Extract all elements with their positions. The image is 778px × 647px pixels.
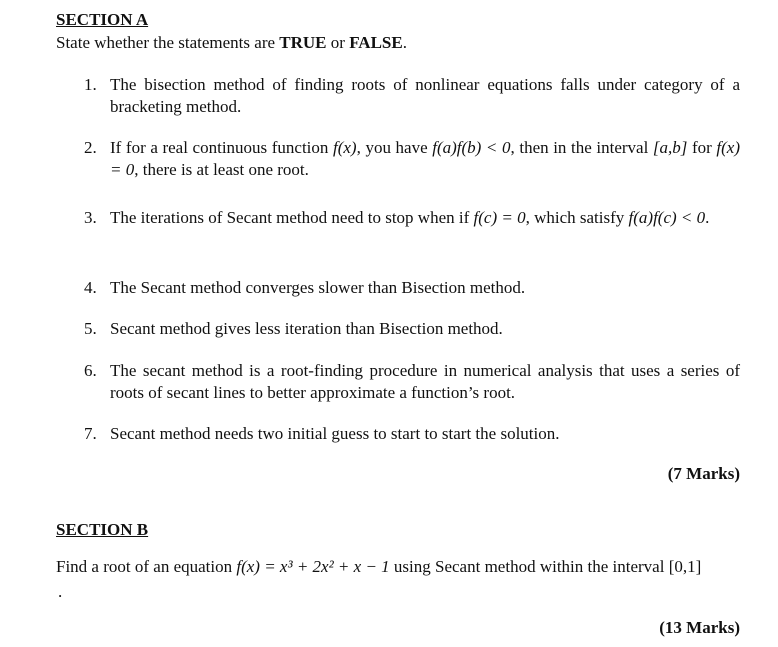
text-segment: or [326, 33, 350, 52]
text-segment: The Secant method converges slower than Bisection method. [110, 278, 526, 297]
section-b-marks: (13 Marks) [659, 618, 740, 637]
text-segment: [0,1] [668, 557, 702, 576]
question-number: 7. [84, 424, 97, 443]
section-b-heading: SECTION B [56, 520, 149, 539]
text-segment: The secant method is a root-finding procedure in numerical analysis that uses a series of roots of secant lines to better approximate a function’s root. [110, 361, 740, 402]
section-a-instruction [56, 33, 407, 53]
question-number: 5. [84, 319, 97, 338]
text-segment: Secant method gives less iteration than Bisection method. [110, 319, 503, 338]
question-text [110, 137, 740, 181]
emphasis-text: FALSE [349, 33, 403, 52]
section-b-question [56, 557, 701, 577]
question-number: 1. [84, 75, 97, 94]
question-number: 4. [84, 278, 97, 297]
text-segment: Find a root of an equation [56, 557, 237, 576]
section-b-trailing-dot: . [58, 582, 63, 601]
text-segment: , which satisfy [525, 208, 629, 227]
question-item [84, 423, 740, 445]
emphasis-text: TRUE [279, 33, 327, 52]
question-text [110, 423, 740, 445]
question-item [84, 74, 740, 118]
question-number: 2. [84, 138, 97, 157]
question-item [84, 137, 740, 181]
section-a-marks: (7 Marks) [667, 464, 740, 483]
text-segment: The bisection method of finding roots of nonlinear equations falls under category of a bracketing method. [110, 75, 740, 116]
question-text [110, 318, 740, 340]
question-item [84, 318, 740, 340]
math-expression: f(x) [333, 138, 357, 157]
text-segment: State whether the statements are [56, 33, 280, 52]
math-expression: [a,b] [652, 138, 688, 157]
math-expression: f(x) = 0 [110, 138, 741, 179]
text-segment: , you have [356, 138, 433, 157]
question-text [110, 207, 740, 229]
text-segment: If for a real continuous function [110, 138, 333, 157]
question-number: 6. [84, 361, 97, 380]
text-segment: using Secant method within the interval [389, 557, 669, 576]
text-segment: , there is at least one root. [134, 160, 309, 179]
text-segment: The iterations of Secant method need to stop when if [110, 208, 474, 227]
section-a-heading: SECTION A [56, 10, 149, 29]
question-item [84, 277, 740, 299]
text-segment: . [705, 208, 710, 227]
question-text [110, 360, 740, 404]
question-number: 3. [84, 208, 97, 227]
math-expression: f(a)f(c) < 0 [628, 208, 706, 227]
text-segment: Secant method needs two initial guess to start to start the solution. [110, 424, 560, 443]
question-item [84, 360, 740, 404]
math-expression: f(x) = x³ + 2x² + x − 1 [236, 557, 390, 576]
math-expression: f(c) = 0 [473, 208, 526, 227]
question-text [110, 277, 740, 299]
question-item [84, 207, 740, 229]
text-segment: , then in the interval [510, 138, 653, 157]
text-segment: . [402, 33, 407, 52]
question-text [110, 74, 740, 118]
math-expression: f(a)f(b) < 0 [432, 138, 511, 157]
text-segment: for [687, 138, 717, 157]
